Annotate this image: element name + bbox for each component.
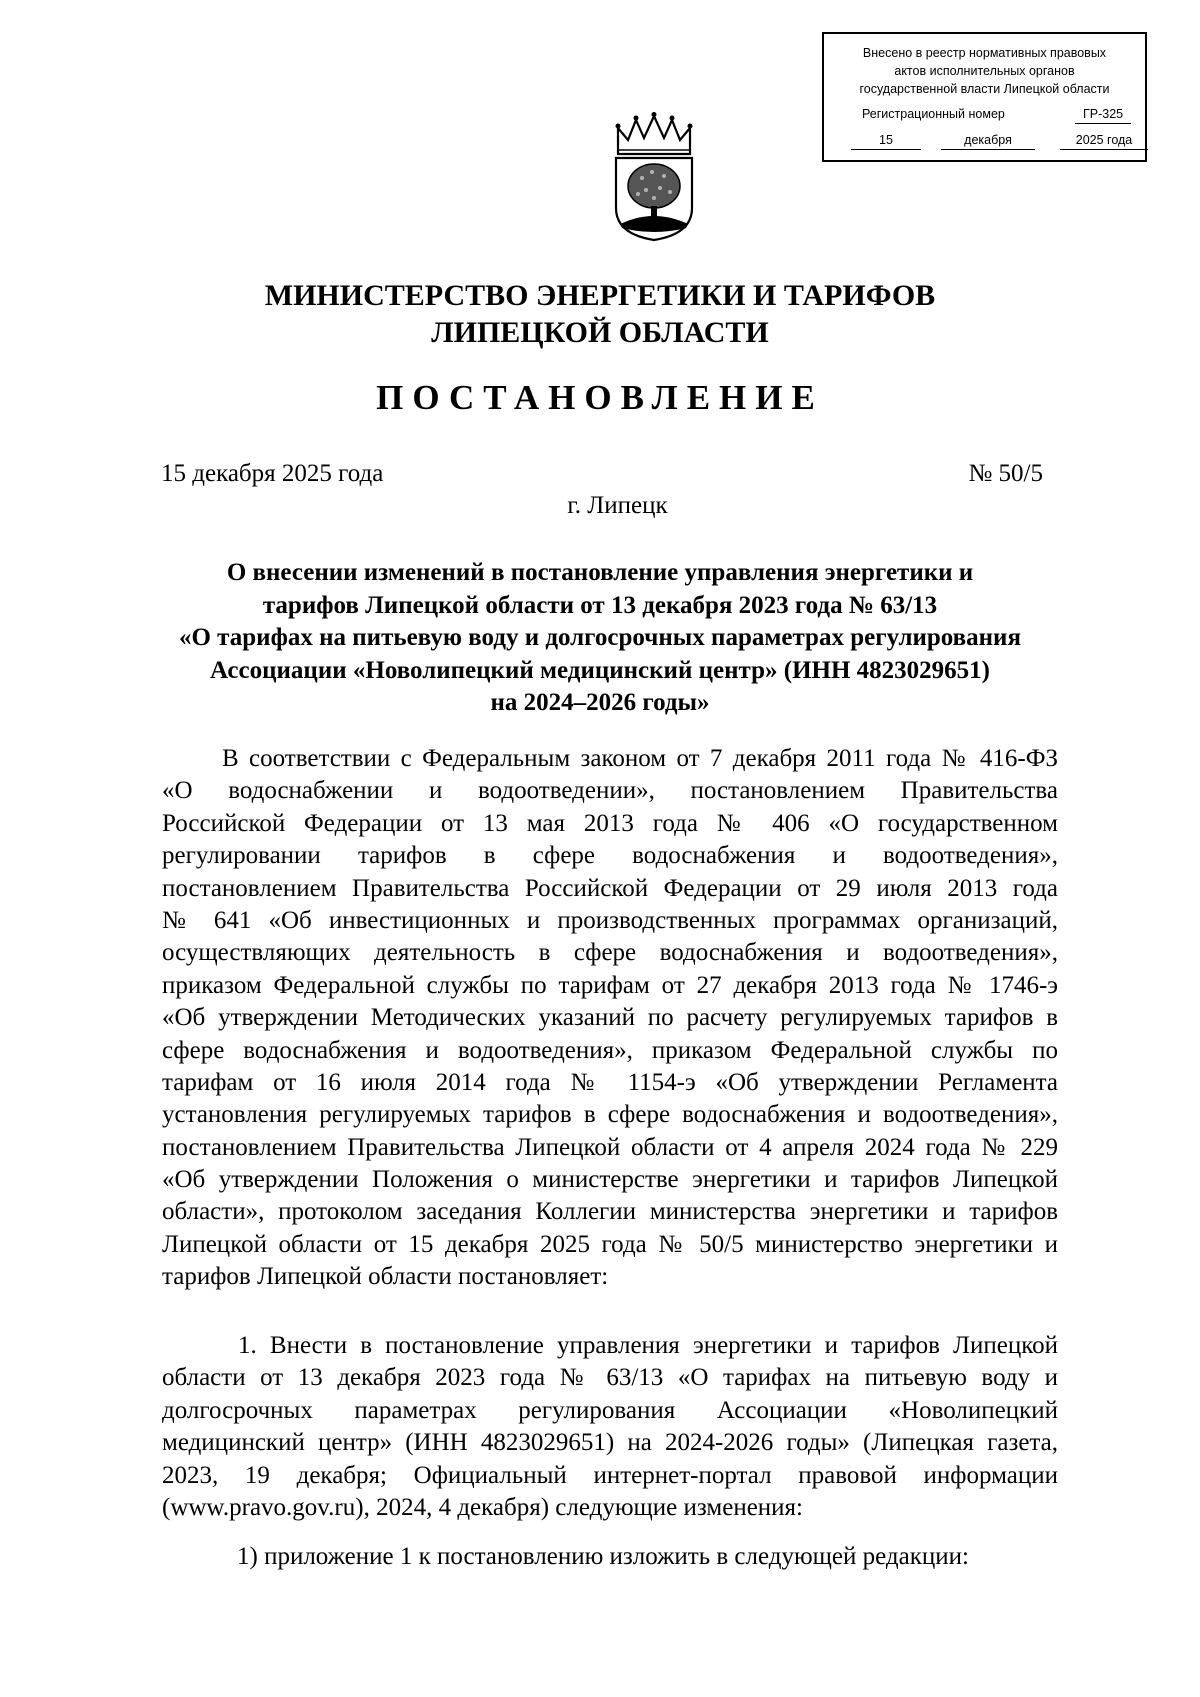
paragraph-line: медицинский центр» (ИНН 4823029651) на 2024-2026 годы» (Липецкая газета, — [162, 1429, 1058, 1457]
paragraph-line: В соответствии с Федеральным законом от 7 декабря 2011 года № 416-ФЗ — [222, 745, 1058, 772]
stamp-line: государственной власти Липецкой области — [859, 82, 1110, 96]
stamp-reg-number: ГР-325 — [1075, 105, 1131, 124]
registration-stamp — [822, 32, 1147, 162]
paragraph-line: долгосрочных параметрах регулирования Ассоциации «Новолипецкий — [162, 1396, 1058, 1424]
document-date: 15 декабря 2025 года — [161, 460, 384, 487]
subject-line: «О тарифах на питьевую воду и долгосрочных параметрах регулирования — [178, 624, 1021, 651]
paragraph-line: Липецкой области от 15 декабря 2025 года № 50/5 министерство энергетики и — [162, 1230, 1058, 1258]
paragraph-line: «Об утверждении Положения о министерстве энергетики и тарифов Липецкой — [162, 1166, 1058, 1194]
paragraph-line: постановлением Правительства Российской Федерации от 29 июля 2013 года — [162, 874, 1058, 902]
preamble-paragraph — [162, 743, 1058, 1294]
paragraph-line: 2023, 19 декабря; Официальный интернет-портал правовой информации — [162, 1461, 1058, 1489]
paragraph-line: 1. Внести в постановление управления энергетики и тарифов Липецкой — [238, 1332, 1058, 1359]
paragraph-line: регулировании тарифов в сфере водоснабжения и водоотведения», — [162, 842, 1058, 870]
clause-1-paragraph — [162, 1330, 1058, 1524]
ministry-name-line1: МИНИСТЕРСТВО ЭНЕРГЕТИКИ И ТАРИФОВ — [264, 279, 936, 312]
paragraph-line: области», протоколом заседания Коллегии министерства энергетики и тарифов — [162, 1198, 1058, 1226]
paragraph-line: постановлением Правительства Липецкой области от 4 апреля 2024 года № 229 — [162, 1133, 1058, 1161]
subject-line: Ассоциации «Новолипецкий медицинский центр» (ИНН 4823029651) — [209, 656, 991, 684]
paragraph-line: области от 13 декабря 2023 года № 63/13 «О тарифах на питьевую воду и — [162, 1364, 1058, 1392]
paragraph-line: «О водоснабжении и водоотведении», постановлением Правительства — [162, 777, 1058, 805]
stamp-line: Внесено в реестр нормативных правовых — [862, 46, 1107, 60]
paragraph-line: сфере водоснабжения и водоотведения», приказом Федеральной службы по — [162, 1036, 1058, 1064]
stamp-registration-row — [862, 105, 1134, 123]
stamp-reg-label: Регистрационный номер — [862, 107, 1005, 121]
ministry-name-line2: ЛИПЕЦКОЙ ОБЛАСТИ — [431, 316, 769, 349]
paragraph-line: осуществляющих деятельность в сфере водоснабжения и водоотведения», — [162, 939, 1058, 967]
paragraph-line: (www.pravo.gov.ru), 2024, 4 декабря) следующие изменения: — [162, 1493, 803, 1521]
paragraph-line: тарифам от 16 июля 2014 года № 1154-э «Об утверждении Регламента — [162, 1068, 1058, 1096]
document-subject — [120, 557, 1080, 720]
paragraph-line: приказом Федеральной службы по тарифам от 27 декабря 2013 года № 1746-э — [162, 971, 1058, 999]
subject-line: О внесении изменений в постановление управления энергетики и — [226, 559, 974, 586]
stamp-month: декабря — [941, 131, 1035, 150]
paragraph-line: «Об утверждении Методических указаний по расчету регулируемых тарифов в — [162, 1004, 1058, 1032]
document-type-title: ПОСТАНОВЛЕНИЕ — [376, 378, 824, 417]
document-number: № 50/5 — [968, 460, 1043, 487]
paragraph-line: установления регулируемых тарифов в сфере водоснабжения и водоотведения», — [162, 1101, 1058, 1129]
subject-line: на 2024–2026 годы» — [490, 689, 710, 716]
subject-line: тарифов Липецкой области от 13 декабря 2023 года № 63/13 — [262, 591, 938, 619]
stamp-day: 15 — [851, 131, 921, 150]
coat-of-arms-icon — [612, 112, 696, 242]
subclause-1-paragraph — [162, 1541, 1058, 1573]
document-city: г. Липецк — [567, 492, 668, 519]
paragraph-line: 1) приложение 1 к постановлению изложить в следующей редакции: — [237, 1543, 969, 1570]
stamp-year: 2025 года — [1060, 131, 1148, 150]
stamp-line: актов исполнительных органов — [894, 64, 1075, 78]
paragraph-line: тарифов Липецкой области постановляет: — [162, 1263, 609, 1291]
paragraph-line: Российской Федерации от 13 мая 2013 года № 406 «О государственном — [162, 809, 1058, 837]
paragraph-line: № 641 «Об инвестиционных и производственных программах организаций, — [162, 906, 1058, 934]
